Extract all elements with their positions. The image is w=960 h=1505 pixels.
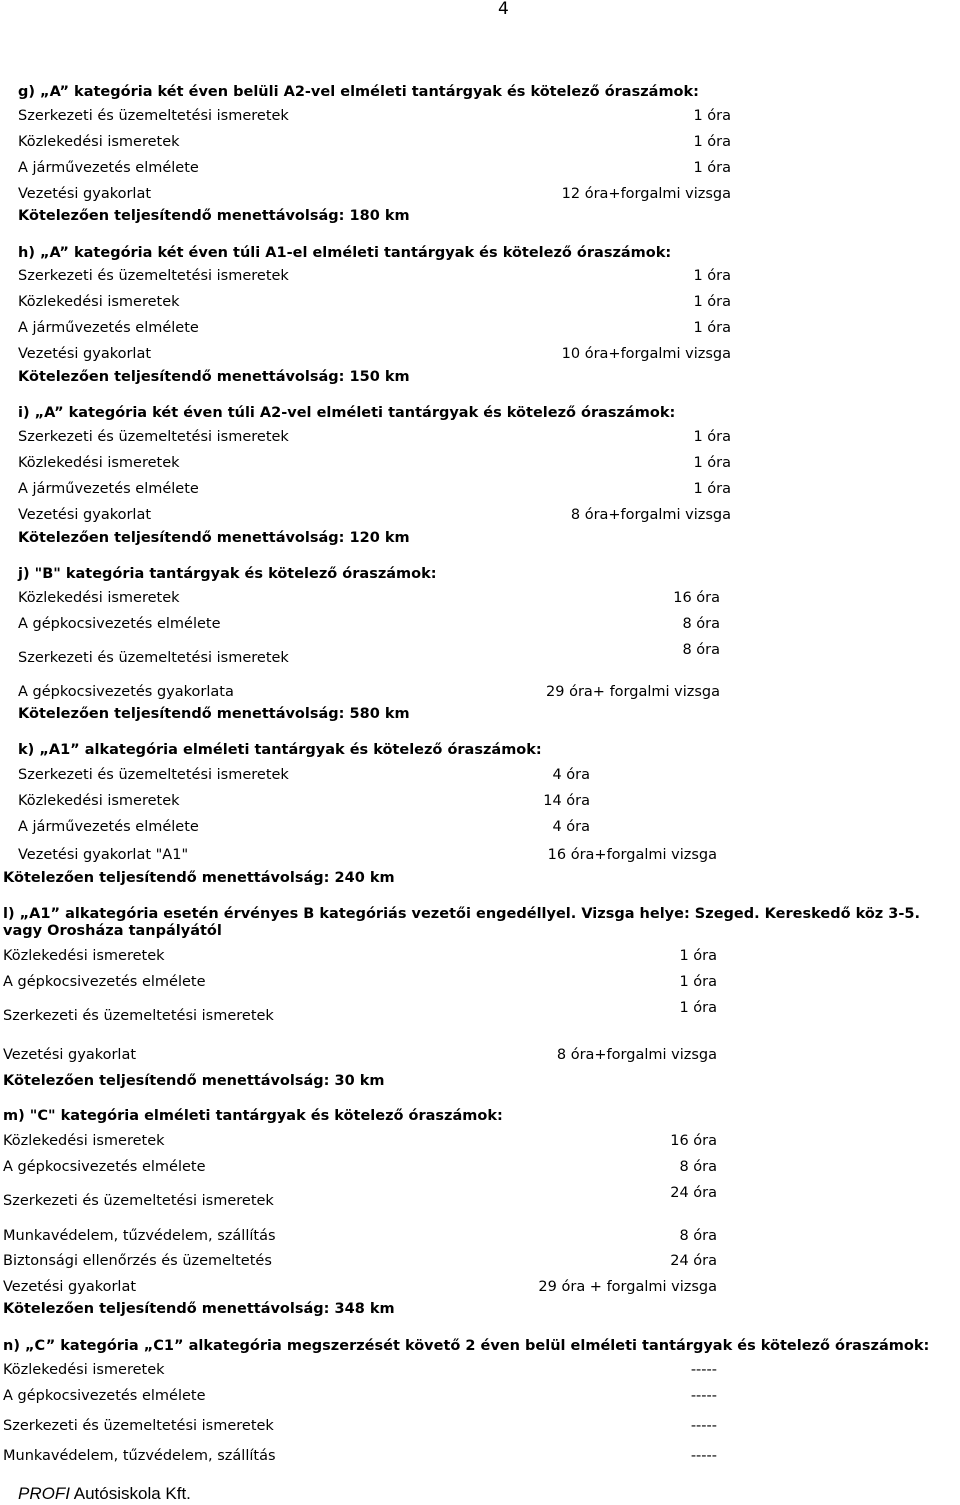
section-m-row-value: 8 óra: [679, 1159, 717, 1175]
section-l-row-value: 1 óra: [679, 1000, 717, 1016]
section-m-row-label: Közlekedési ismeretek: [3, 1133, 165, 1149]
section-k-row-value: 14 óra: [543, 793, 590, 809]
section-m-row-label: A gépkocsivezetés elmélete: [3, 1159, 206, 1175]
section-l-row-label: Közlekedési ismeretek: [3, 948, 165, 964]
section-l-row-label: A gépkocsivezetés elmélete: [3, 974, 206, 990]
section-h-row-value: 10 óra+forgalmi vizsga: [561, 346, 731, 362]
section-h-row-label: A járművezetés elmélete: [18, 320, 199, 336]
section-k-row-value: 16 óra+forgalmi vizsga: [547, 847, 717, 863]
section-j-row-value: 8 óra: [682, 642, 720, 658]
section-m-row-label: Szerkezeti és üzemeltetési ismeretek: [3, 1193, 274, 1209]
footer-company-brand: PROFI: [18, 1484, 70, 1503]
section-m-row-label: Vezetési gyakorlat: [3, 1279, 137, 1295]
section-k-row-value: 4 óra: [552, 819, 590, 835]
section-n-row-label: A gépkocsivezetés elmélete: [3, 1388, 206, 1404]
section-l-row-value: 1 óra: [679, 948, 717, 964]
section-l-row-label: Vezetési gyakorlat: [3, 1047, 137, 1063]
section-l-row-value: 8 óra+forgalmi vizsga: [556, 1047, 717, 1063]
section-n-row-label: Munkavédelem, tűzvédelem, szállítás: [3, 1448, 276, 1464]
section-k-row-label: Közlekedési ismeretek: [18, 793, 180, 809]
section-i-row-label: Közlekedési ismeretek: [18, 455, 180, 471]
section-i-row-value: 1 óra: [693, 455, 731, 471]
section-j-row-label: Szerkezeti és üzemeltetési ismeretek: [18, 650, 289, 666]
section-i-distance: Kötelezően teljesítendő menettávolság: 120 km: [18, 530, 410, 546]
section-j-distance: Kötelezően teljesítendő menettávolság: 580 km: [18, 706, 410, 722]
section-k-row-label: Szerkezeti és üzemeltetési ismeretek: [18, 767, 289, 783]
section-g-heading: g) „A” kategória két éven belüli A2-vel elméleti tantárgyak és kötelező óraszámok:: [18, 84, 699, 100]
section-m-row-value: 24 óra: [670, 1253, 717, 1269]
section-n-row-value: -----: [690, 1388, 717, 1404]
section-g-row-value: 12 óra+forgalmi vizsga: [561, 186, 731, 202]
section-g-row-label: A járművezetés elmélete: [18, 160, 199, 176]
section-l-heading: l) „A1” alkategória esetén érvényes B kategóriás vezetői engedéllyel. Vizsga helye: Szeged. Kereskedő köz 3-5. vagy Orosháza tanpályától: [3, 906, 920, 939]
footer-company-name: Autósiskola Kft.: [69, 1484, 191, 1503]
section-h-row-label: Vezetési gyakorlat: [18, 346, 152, 362]
section-l-row-label: Szerkezeti és üzemeltetési ismeretek: [3, 1008, 274, 1024]
section-h-row-label: Szerkezeti és üzemeltetési ismeretek: [18, 268, 289, 284]
section-g-row-value: 1 óra: [693, 134, 731, 150]
section-n-heading: n) „C” kategória „C1” alkategória megszerzését követő 2 éven belül elméleti tantárgyak és kötelező óraszámok:: [3, 1338, 930, 1354]
section-m-heading: m) "C" kategória elméleti tantárgyak és kötelező óraszámok:: [3, 1108, 503, 1124]
section-k-row-label: A járművezetés elmélete: [18, 819, 199, 835]
section-k-row-value: 4 óra: [552, 767, 590, 783]
section-m-row-value: 29 óra + forgalmi vizsga: [538, 1279, 717, 1295]
section-i-row-value: 8 óra+forgalmi vizsga: [570, 507, 731, 523]
section-g-row-value: 1 óra: [693, 108, 731, 124]
page-number: 4: [498, 0, 509, 19]
section-j-row-label: A gépkocsivezetés gyakorlata: [18, 684, 234, 700]
section-i-row-label: Szerkezeti és üzemeltetési ismeretek: [18, 429, 289, 445]
section-h-row-value: 1 óra: [693, 268, 731, 284]
section-h-row-value: 1 óra: [693, 320, 731, 336]
section-n-row-label: Szerkezeti és üzemeltetési ismeretek: [3, 1418, 274, 1434]
section-k-distance: Kötelezően teljesítendő menettávolság: 240 km: [3, 870, 395, 886]
section-i-heading: i) „A” kategória két éven túli A2-vel elméleti tantárgyak és kötelező óraszámok:: [18, 405, 676, 421]
section-i-row-label: A járművezetés elmélete: [18, 481, 199, 497]
section-j-row-label: A gépkocsivezetés elmélete: [18, 616, 221, 632]
section-k-heading: k) „A1” alkategória elméleti tantárgyak és kötelező óraszámok:: [18, 742, 542, 758]
section-h-distance: Kötelezően teljesítendő menettávolság: 150 km: [18, 369, 410, 385]
section-i-row-value: 1 óra: [693, 429, 731, 445]
section-l-row-value: 1 óra: [679, 974, 717, 990]
section-h-heading: h) „A” kategória két éven túli A1-el elméleti tantárgyak és kötelező óraszámok:: [18, 245, 672, 261]
section-n-row-value: -----: [690, 1448, 717, 1464]
section-j-heading: j) "B" kategória tantárgyak és kötelező óraszámok:: [18, 566, 437, 582]
section-m-row-value: 24 óra: [670, 1185, 717, 1201]
section-n-row-value: -----: [690, 1418, 717, 1434]
section-n-row-value: -----: [690, 1362, 717, 1378]
section-h-row-label: Közlekedési ismeretek: [18, 294, 180, 310]
section-m-row-value: 8 óra: [679, 1228, 717, 1244]
section-g-row-label: Vezetési gyakorlat: [18, 186, 152, 202]
section-j-row-value: 16 óra: [673, 590, 720, 606]
section-i-row-value: 1 óra: [693, 481, 731, 497]
section-k-row-label: Vezetési gyakorlat "A1": [18, 847, 189, 863]
section-n-row-label: Közlekedési ismeretek: [3, 1362, 165, 1378]
section-m-row-label: Munkavédelem, tűzvédelem, szállítás: [3, 1228, 276, 1244]
section-m-row-label: Biztonsági ellenőrzés és üzemeltetés: [3, 1253, 272, 1269]
section-g-row-value: 1 óra: [693, 160, 731, 176]
section-j-row-value: 29 óra+ forgalmi vizsga: [546, 684, 720, 700]
footer-company: [18, 1484, 191, 1504]
section-h-row-value: 1 óra: [693, 294, 731, 310]
section-j-row-value: 8 óra: [682, 616, 720, 632]
section-g-row-label: Közlekedési ismeretek: [18, 134, 180, 150]
section-i-row-label: Vezetési gyakorlat: [18, 507, 152, 523]
section-j-row-label: Közlekedési ismeretek: [18, 590, 180, 606]
section-m-row-value: 16 óra: [670, 1133, 717, 1149]
section-g-row-label: Szerkezeti és üzemeltetési ismeretek: [18, 108, 289, 124]
section-l-distance: Kötelezően teljesítendő menettávolság: 30 km: [3, 1073, 385, 1089]
section-g-distance: Kötelezően teljesítendő menettávolság: 180 km: [18, 208, 410, 224]
section-m-distance: Kötelezően teljesítendő menettávolság: 348 km: [3, 1301, 395, 1317]
